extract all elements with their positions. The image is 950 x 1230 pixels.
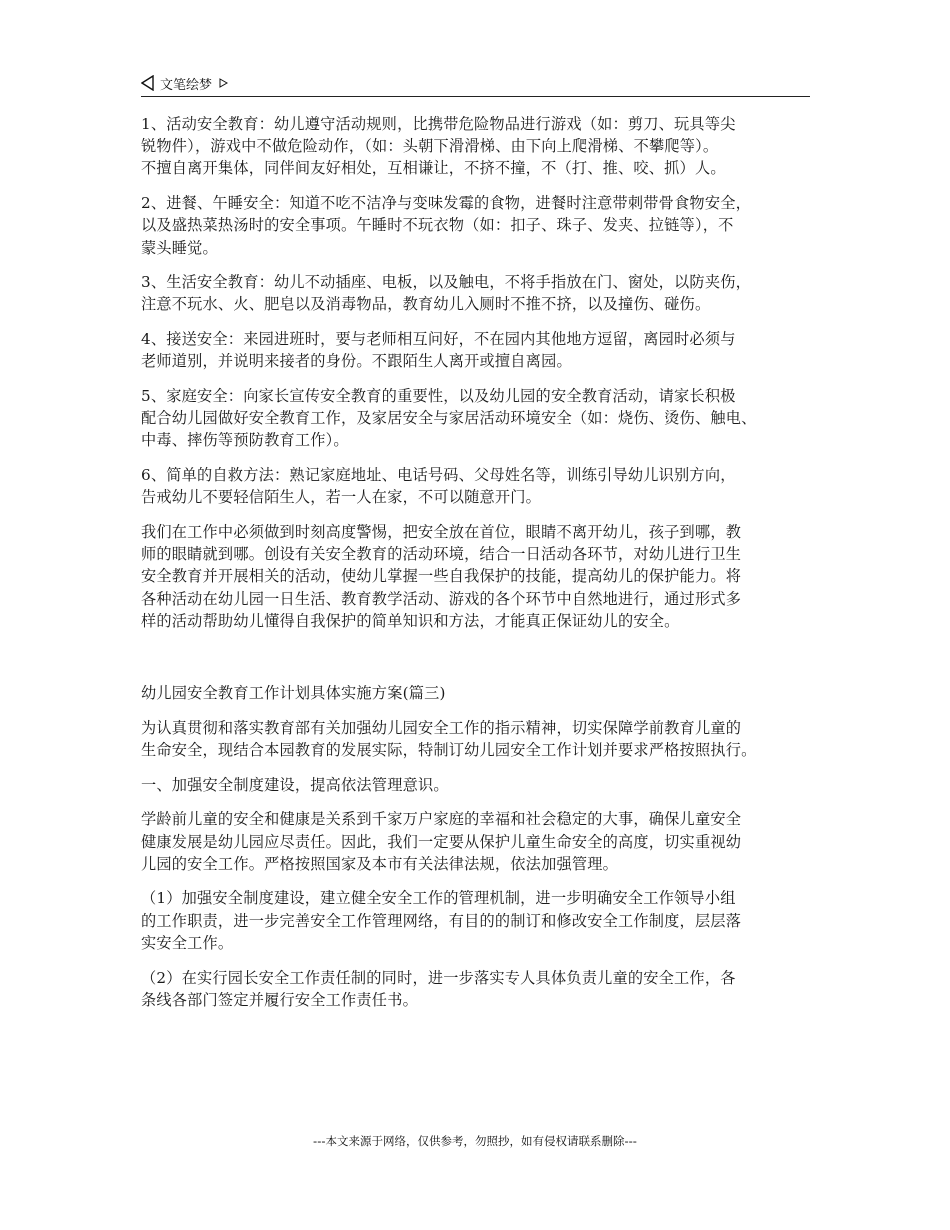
paragraph bbox=[141, 808, 821, 875]
paragraph bbox=[141, 521, 821, 632]
text-line: 1、活动安全教育：幼儿遵守活动规则，比携带危险物品进行游戏（如：剪刀、玩具等尖 bbox=[141, 115, 736, 133]
text-line: 4、接送安全：来园进班时，要与老师相互问好，不在园内其他地方逗留，离园时必须与 bbox=[141, 330, 736, 349]
text-line: 一、加强安全制度建设，提高依法管理意识。 bbox=[141, 775, 449, 794]
paragraph bbox=[141, 192, 821, 259]
paragraph bbox=[141, 717, 821, 761]
text-line: 健康发展是幼儿园应尽责任。因此，我们一定要从保护儿童生命安全的高度，切实重视幼 bbox=[141, 832, 742, 851]
text-line: 儿园的安全工作。严格按照国家及本市有关法律法规，依法加强管理。 bbox=[141, 854, 619, 873]
text-line: 生命安全，现结合本园教育的发展实际，特制订幼儿园安全工作计划并要求严格按照执行。 bbox=[141, 740, 757, 759]
text-line: 学龄前儿童的安全和健康是关系到千家万户家庭的幸福和社会稳定的大事，确保儿童安全 bbox=[141, 810, 742, 829]
paragraph bbox=[141, 887, 821, 954]
text-line: 安全教育并开展相关的活动，使幼儿掌握一些自我保护的技能，提高幼儿的保护能力。将 bbox=[141, 567, 742, 586]
text-line: 条线各部门签定并履行安全工作责任书。 bbox=[141, 990, 418, 1009]
text-line: 样的活动帮助幼儿懂得自我保护的简单知识和方法，才能真正保证幼儿的安全。 bbox=[141, 611, 680, 630]
paragraph bbox=[141, 385, 821, 452]
text-line: 各种活动在幼儿园一日生活、教育教学活动、游戏的各个环节中自然地进行，通过形式多 bbox=[141, 589, 742, 608]
text-line: 的工作职责，进一步完善安全工作管理网络，有目的的制订和修改安全工作制度，层层落 bbox=[141, 911, 742, 930]
text-line: 3、生活安全教育：幼儿不动插座、电板，以及触电，不将手指放在门、窗处，以防夹伤， bbox=[141, 273, 751, 292]
paragraph-group-1 bbox=[141, 113, 821, 632]
paragraph-group-2 bbox=[141, 717, 821, 1011]
text-line: 告戒幼儿不要轻信陌生人，若一人在家，不可以随意开门。 bbox=[141, 488, 542, 507]
header-brand bbox=[141, 74, 228, 92]
text-line: 锐物件），游戏中不做危险动作，（如：头朝下滑滑梯、由下向上爬滑梯、不攀爬等）。 bbox=[141, 137, 719, 156]
text-line: （1）加强安全制度建设，建立健全安全工作的管理机制，进一步明确安全工作领导小组 bbox=[141, 889, 736, 908]
paragraph bbox=[141, 328, 821, 372]
text-line: 注意不玩水、火、肥皂以及消毒物品，教育幼儿入厕时不推不挤，以及撞伤、碰伤。 bbox=[141, 295, 711, 314]
text-line: 为认真贯彻和落实教育部有关加强幼儿园安全工作的指示精神，切实保障学前教育儿童的 bbox=[141, 718, 742, 737]
text-line: 老师道别，并说明来接者的身份。不跟陌生人离开或擅自离园。 bbox=[141, 352, 572, 371]
text-line: 中毒、摔伤等预防教育工作）。 bbox=[141, 431, 349, 450]
paragraph bbox=[141, 967, 821, 1011]
paragraph bbox=[141, 464, 821, 508]
text-line: 我们在工作中必须做到时刻高度警惕，把安全放在首位，眼睛不离开幼儿，孩子到哪，教 bbox=[141, 523, 742, 542]
text-line: 配合幼儿园做好安全教育工作，及家居安全与家居活动环境安全（如：烧伤、烫伤、触电、 bbox=[141, 409, 757, 428]
text-line: 5、家庭安全：向家长宣传安全教育的重要性，以及幼儿园的安全教育活动，请家长积极 bbox=[141, 387, 736, 406]
footer-disclaimer: ---本文来源于网络，仅供参考，勿照抄，如有侵权请联系删除--- bbox=[313, 1134, 637, 1148]
text-line: （2）在实行园长安全工作责任制的同时，进一步落实专人具体负责儿童的安全工作，各 bbox=[141, 968, 736, 987]
triangle-left-icon bbox=[141, 75, 154, 91]
text-line: 2、进餐、午睡安全：知道不吃不洁净与变味发霉的食物，进餐时注意带刺带骨食物安全， bbox=[141, 194, 751, 213]
paragraph bbox=[141, 113, 821, 180]
text-line: 蒙头睡觉。 bbox=[141, 238, 218, 257]
text-line: 不擅自离开集体，同伴间友好相处，互相谦让，不挤不撞，不（打、推、咬、抓）人。 bbox=[141, 159, 726, 178]
text-line: 以及盛热菜热汤时的安全事项。午睡时不玩衣物（如：扣子、珠子、发夹、拉链等），不 bbox=[141, 216, 734, 235]
brand-name: 文笔绘梦 bbox=[160, 77, 213, 93]
section-title: 幼儿园安全教育工作计划具体实施方案(篇三) bbox=[141, 684, 446, 703]
text-line: 实安全工作。 bbox=[141, 933, 234, 952]
text-line: 6、简单的自救方法：熟记家庭地址、电话号码、父母姓名等，训练引导幼儿识别方向， bbox=[141, 466, 736, 485]
paragraph bbox=[141, 774, 821, 796]
document-body bbox=[141, 113, 821, 1024]
text-line: 师的眼睛就到哪。创设有关安全教育的活动环境，结合一日活动各环节，对幼儿进行卫生 bbox=[141, 545, 742, 564]
page-header bbox=[141, 72, 810, 97]
paragraph bbox=[141, 271, 821, 315]
triangle-right-icon bbox=[219, 78, 228, 88]
